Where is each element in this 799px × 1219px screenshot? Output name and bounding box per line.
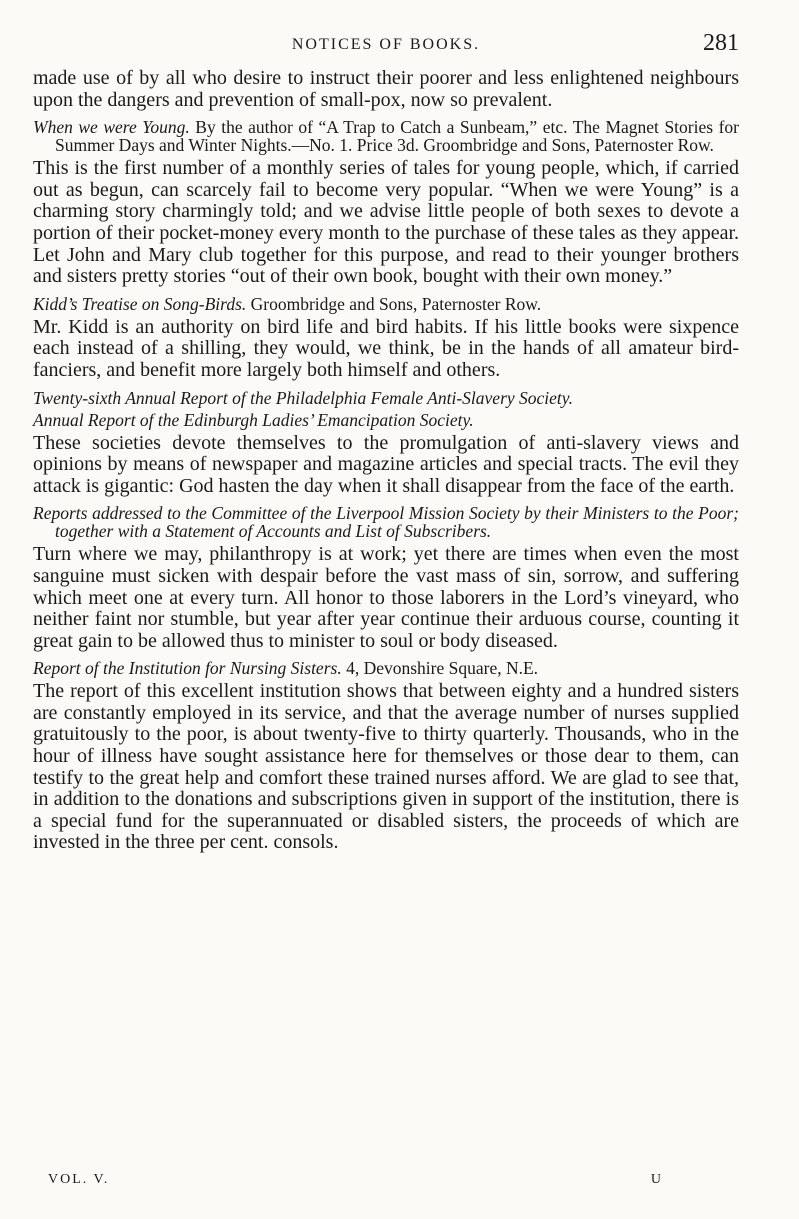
review-liverpool-mission: [33, 504, 739, 652]
citation-title: Kidd’s Treatise on Song-Birds.: [33, 293, 247, 314]
page: [33, 28, 739, 854]
citation-title: Twenty-sixth Annual Report of the Philadelphia Female Anti-Slavery Society.: [33, 387, 573, 408]
review-body: These societies devote themselves to the promulgation of anti-slavery views and opinions by means of newspaper and magazine articles and special tracts. The evil they attack is gigantic: God hasten the day when it shall disappear from the face of the earth.: [33, 431, 739, 497]
intro-paragraph: made use of by all who desire to instruct their poorer and less enlightened neighbours upon the dangers and prevention of small-pox, now so prevalent.: [33, 67, 739, 111]
review-body: Mr. Kidd is an authority on bird life and bird habits. If his little books were sixpence each instead of a shilling, they would, we think, be in the hands of all amateur bird-fanciers, and benefit more largely both himself and others.: [33, 315, 739, 381]
review-kidds-treatise: [33, 295, 739, 382]
page-footer: [48, 1172, 751, 1196]
running-title: NOTICES OF BOOKS.: [291, 36, 481, 53]
citation-title: Reports addressed to the Committee of the Liverpool Mission Society by their Ministers to the Poor; together with a Statement of Accounts and List of Subscribers.: [33, 503, 739, 542]
volume-signature: VOL. V.: [48, 1172, 110, 1187]
citation-details: By the author of “A Trap to Catch a Sunbeam,” etc. The Magnet Stories for Summer Days and Winter Nights.—No. 1. Price 3d. Groombridge and Sons, Paternoster Row.: [55, 117, 739, 156]
citation: [33, 504, 739, 540]
citation-details: Groombridge and Sons, Paternoster Row.: [246, 293, 542, 314]
review-body: The report of this excellent institution shows that between eighty and a hundred sisters are constantly employed in its service, and that the average number of nurses supplied gratuitously to the poor, is about twenty-five to thirty quarterly. Thousands, who in the hour of illness have sought assistance here for themselves or those dear to them, can testify to the great help and comfort these trained nurses afford. We are glad to see that, in addition to the donations and subscriptions given in support of the institution, there is a special fund for the superannuated or disabled sisters, the proceeds of which are invested in the three per cent. consols.: [33, 680, 739, 854]
review-body: This is the first number of a monthly series of tales for young people, which, if carried out as begun, can scarcely fail to become very popular. “When we were Young” is a charming story charmingly told; and we advise little people of both sexes to devote a portion of their pocket-money every month to the purchase of these tales as they appear. Let John and Mary club together for this purpose, and read to their younger brothers and sisters pretty stories “out of their own book, bought with their own money.”: [33, 157, 739, 288]
citation: [33, 295, 739, 313]
review-anti-slavery-reports: [33, 389, 739, 498]
citation-title: When we were Young.: [33, 117, 190, 138]
gathering-signature: U: [650, 1172, 661, 1187]
review-nursing-sisters: [33, 659, 739, 854]
citation-title: Report of the Institution for Nursing Sisters.: [33, 658, 342, 679]
page-header: [33, 28, 739, 68]
citation: [33, 411, 739, 429]
citation: [33, 659, 739, 677]
review-when-we-were-young: [33, 118, 739, 288]
citation: [33, 118, 739, 154]
page-number: 281: [703, 30, 739, 56]
citation-title: Annual Report of the Edinburgh Ladies’ Emancipation Society.: [33, 409, 474, 430]
review-body: Turn where we may, philanthropy is at work; yet there are times when even the most sanguine must sicken with despair before the vast mass of sin, sorrow, and suffering which meet one at every turn. All honor to those laborers in the Lord’s vineyard, who neither faint nor stumble, but year after year continue their arduous course, counting it great gain to be allowed thus to minister to soul or body diseased.: [33, 543, 739, 652]
citation-details: 4, Devonshire Square, N.E.: [341, 658, 539, 679]
citation: [33, 389, 739, 407]
